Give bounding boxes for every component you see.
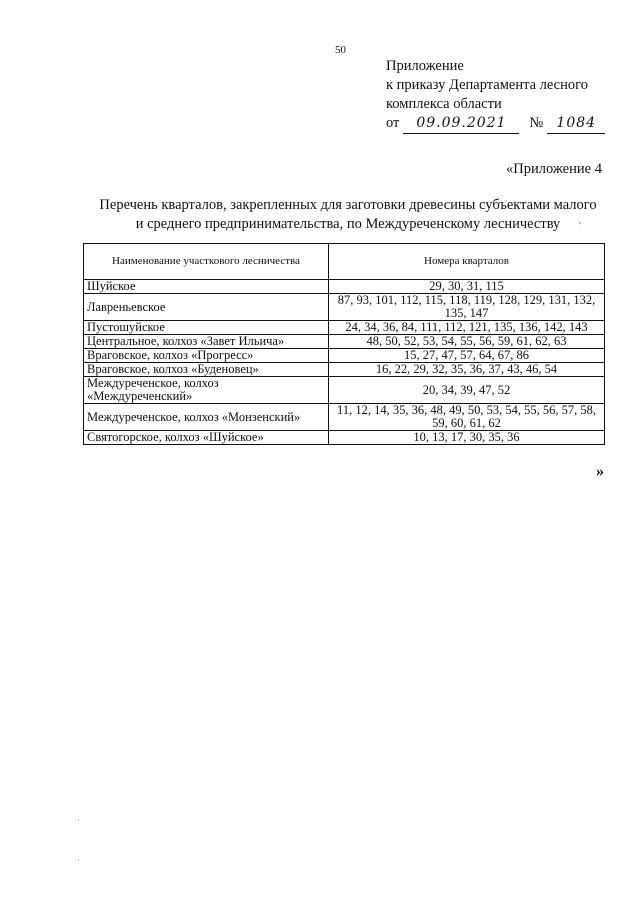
table-row — [84, 377, 605, 404]
forestry-name-cell: Пустошуйское — [84, 321, 329, 335]
column-header-forestry: Наименование участкового лесничества — [84, 244, 329, 280]
appendix-line-3: комплекса области — [386, 96, 502, 112]
table-row — [84, 349, 605, 363]
quarters-cell: 87, 93, 101, 112, 115, 118, 119, 128, 129, 131, 132, 135, 147 — [329, 294, 605, 321]
quarters-cell: 24, 34, 36, 84, 111, 112, 121, 135, 136, 142, 143 — [329, 321, 605, 335]
table-row — [84, 404, 605, 431]
forestry-name-cell: Враговское, колхоз «Прогресс» — [84, 349, 329, 363]
forestry-name-cell: Междуреченское, колхоз «Монзенский» — [84, 404, 329, 431]
title-line-1: Перечень кварталов, закрепленных для заготовки древесины субъектами малого — [99, 197, 597, 213]
forestry-name-cell: Междуреченское, колхоз «Междуреченский» — [84, 377, 329, 404]
forestry-name-cell: Лавреньевское — [84, 294, 329, 321]
appendix-date-line — [386, 114, 605, 134]
table-row — [84, 321, 605, 335]
scan-speck — [78, 820, 79, 821]
appendix-line-2: к приказу Департамента лесного — [386, 77, 588, 93]
quarters-cell: 29, 30, 31, 115 — [329, 280, 605, 294]
forestry-name-cell: Святогорское, колхоз «Шуйское» — [84, 431, 329, 445]
handwritten-number: 1084 — [547, 114, 605, 134]
quarters-table — [83, 243, 605, 445]
appendix-line-1: Приложение — [386, 58, 464, 74]
closing-quote: » — [596, 463, 604, 480]
quarters-cell: 10, 13, 17, 30, 35, 36 — [329, 431, 605, 445]
forestry-name-cell: Центральное, колхоз «Завет Ильича» — [84, 335, 329, 349]
document-title — [80, 196, 616, 234]
stray-mark: ' — [579, 221, 581, 232]
table-row — [84, 335, 605, 349]
forestry-name-cell: Шуйское — [84, 280, 329, 294]
table-row — [84, 431, 605, 445]
quarters-cell: 20, 34, 39, 47, 52 — [329, 377, 605, 404]
page-number: 50 — [335, 44, 346, 56]
scan-speck — [78, 860, 79, 861]
column-header-quarters: Номера кварталов — [329, 244, 605, 280]
appendix-block — [386, 57, 605, 134]
number-label: № — [529, 115, 544, 131]
title-line-2: и среднего предпринимательства, по Междуреченскому лесничеству — [135, 216, 561, 232]
table-row — [84, 363, 605, 377]
table-row — [84, 294, 605, 321]
quarters-cell: 16, 22, 29, 32, 35, 36, 37, 43, 46, 54 — [329, 363, 605, 377]
handwritten-date: 09.09.2021 — [403, 114, 519, 134]
quarters-cell: 48, 50, 52, 53, 54, 55, 56, 59, 61, 62, 63 — [329, 335, 605, 349]
quarters-cell: 11, 12, 14, 35, 36, 48, 49, 50, 53, 54, 55, 56, 57, 58, 59, 60, 61, 62 — [329, 404, 605, 431]
from-label: от — [386, 115, 400, 131]
annex-heading: «Приложение 4 — [506, 161, 602, 177]
quarters-cell: 15, 27, 47, 57, 64, 67, 86 — [329, 349, 605, 363]
forestry-name-cell: Враговское, колхоз «Буденовец» — [84, 363, 329, 377]
table-header-row — [84, 244, 605, 280]
table-row — [84, 280, 605, 294]
